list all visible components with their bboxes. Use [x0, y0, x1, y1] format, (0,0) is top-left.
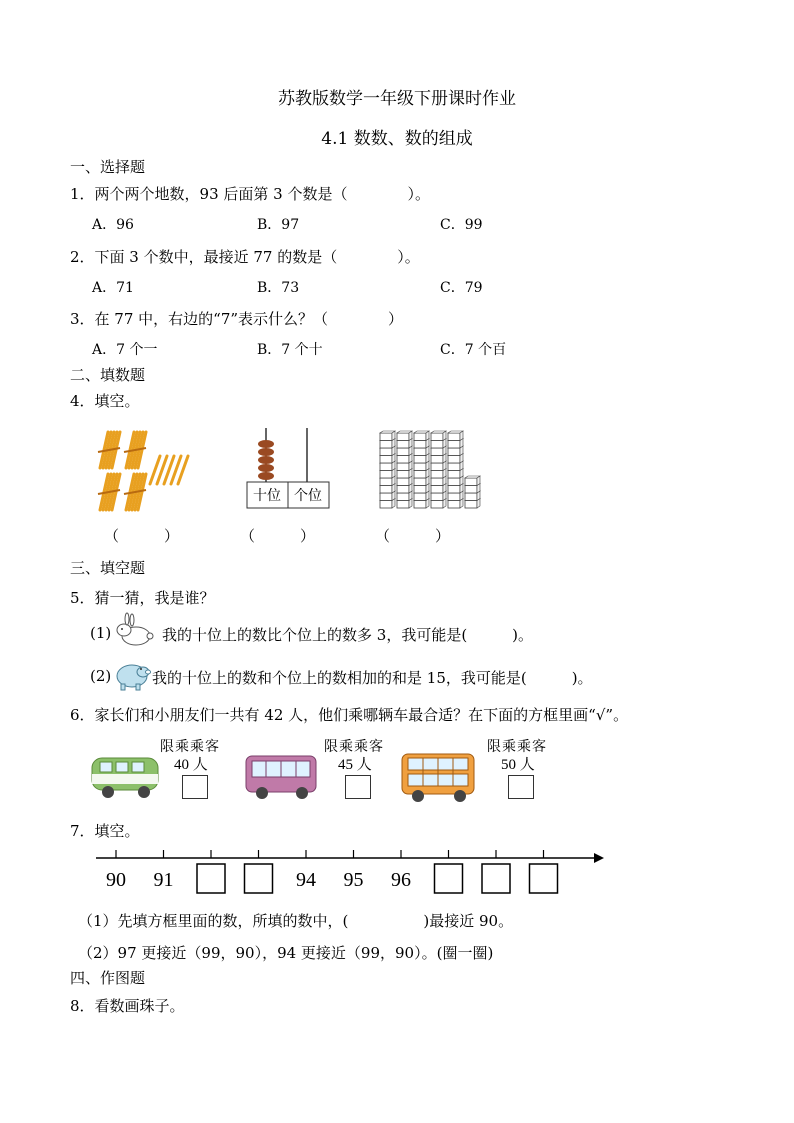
- q4-blank-3[interactable]: （ ）: [375, 527, 451, 545]
- q3-option-a[interactable]: A．7 个一: [92, 342, 158, 358]
- number-line-label: 94: [296, 869, 316, 891]
- q1-option-c[interactable]: C．99: [440, 217, 483, 233]
- q7-part2: （2）97 更接近（99，90），94 更接近（99，90）。(圈一圈): [78, 944, 494, 962]
- pig-icon: [112, 656, 152, 692]
- bus1-checkbox[interactable]: [182, 775, 208, 799]
- abacus-tens-label: 十位: [253, 488, 281, 504]
- section-heading-drawing: 四、作图题: [70, 969, 146, 987]
- bus3-checkbox[interactable]: [508, 775, 534, 799]
- bus2-limit-label: 限乘乘客: [324, 739, 384, 755]
- stick-bundles-illustration: [90, 428, 210, 518]
- question-7: 7．填空。: [70, 822, 140, 840]
- q2-option-c[interactable]: C．79: [440, 280, 483, 296]
- cube-tower: [414, 431, 429, 508]
- number-line-label: 96: [391, 869, 411, 891]
- cube-tower: [397, 431, 412, 508]
- stick-bundle: [124, 432, 146, 468]
- bus3-capacity: 50 人: [501, 757, 535, 773]
- q2-option-b[interactable]: B．73: [257, 280, 300, 296]
- abacus-ones-label: 个位: [294, 488, 322, 504]
- q4-blank-1[interactable]: （ ）: [104, 527, 180, 545]
- number-line-answer-box[interactable]: [197, 864, 225, 893]
- number-line-label: 95: [343, 869, 364, 891]
- number-line-answer-box[interactable]: [245, 864, 273, 893]
- bead: [258, 464, 274, 472]
- bead: [258, 440, 274, 448]
- bead: [258, 472, 274, 480]
- cube-tower: [465, 476, 480, 508]
- section-heading-choice: 一、选择题: [70, 158, 146, 176]
- cube-tower: [380, 431, 395, 508]
- q5-part1-number: (1): [90, 624, 112, 642]
- number-line-answer-box[interactable]: [435, 864, 463, 893]
- q4-blank-2[interactable]: （ ）: [240, 527, 316, 545]
- q3-option-c[interactable]: C．7 个百: [440, 342, 507, 358]
- question-1: 1．两个两个地数，93 后面第 3 个数是（ ）。: [70, 185, 430, 203]
- cube-towers-illustration: [376, 424, 486, 510]
- question-4: 4．填空。: [70, 392, 140, 410]
- page-subtitle: 4.1 数数、数的组成: [321, 129, 473, 149]
- section-heading-fill-number: 二、填数题: [70, 366, 146, 384]
- section-heading-fill-blank: 三、填空题: [70, 559, 146, 577]
- bus-orange-illustration: [400, 752, 478, 802]
- stick-bundle: [98, 474, 120, 510]
- question-3: 3．在 77 中，右边的“7”表示什么？（ ）: [70, 310, 404, 328]
- bus-green-illustration: [90, 752, 162, 800]
- cube-tower: [431, 431, 446, 508]
- q1-option-a[interactable]: A．96: [92, 217, 134, 233]
- q5-part2-text: 我的十位上的数和个位上的数相加的和是 15，我可能是( )。: [152, 669, 593, 687]
- cube-tower: [448, 431, 463, 508]
- question-8: 8．看数画珠子。: [70, 997, 185, 1015]
- q7-part1: （1）先填方框里面的数，所填的数中，( )最接近 90。: [78, 912, 514, 930]
- stick-bundle: [98, 432, 120, 468]
- number-line-answer-box[interactable]: [482, 864, 510, 893]
- q2-option-a[interactable]: A．71: [92, 280, 134, 296]
- bead: [258, 448, 274, 456]
- bus3-limit-label: 限乘乘客: [487, 739, 547, 755]
- abacus-illustration: [244, 424, 334, 510]
- page-title: 苏教版数学一年级下册课时作业: [278, 89, 516, 109]
- number-line-label: 90: [106, 869, 126, 891]
- number-line-label: 91: [153, 869, 174, 891]
- bus1-capacity: 40 人: [174, 757, 208, 773]
- question-2: 2．下面 3 个数中，最接近 77 的数是（ ）。: [70, 248, 420, 266]
- bead: [258, 456, 274, 464]
- q5-part1-text: 我的十位上的数比个位上的数多 3，我可能是( )。: [162, 626, 534, 644]
- bus-pink-illustration: [244, 752, 320, 800]
- bus2-checkbox[interactable]: [345, 775, 371, 799]
- q5-part2-number: (2): [90, 667, 112, 685]
- number-line: [96, 848, 606, 900]
- rabbit-icon: [114, 614, 156, 648]
- number-line-answer-box[interactable]: [530, 864, 558, 893]
- q1-option-b[interactable]: B．97: [257, 217, 300, 233]
- bus2-capacity: 45 人: [338, 757, 372, 773]
- q3-option-b[interactable]: B．7 个十: [257, 342, 323, 358]
- stick-bundle: [124, 474, 146, 510]
- bus1-limit-label: 限乘乘客: [160, 739, 220, 755]
- abacus-beads: [258, 440, 274, 480]
- question-6: 6．家长们和小朋友们一共有 42 人，他们乘哪辆车最合适？在下面的方框里画“√”。: [70, 706, 629, 724]
- question-5: 5．猜一猜，我是谁？: [70, 589, 215, 607]
